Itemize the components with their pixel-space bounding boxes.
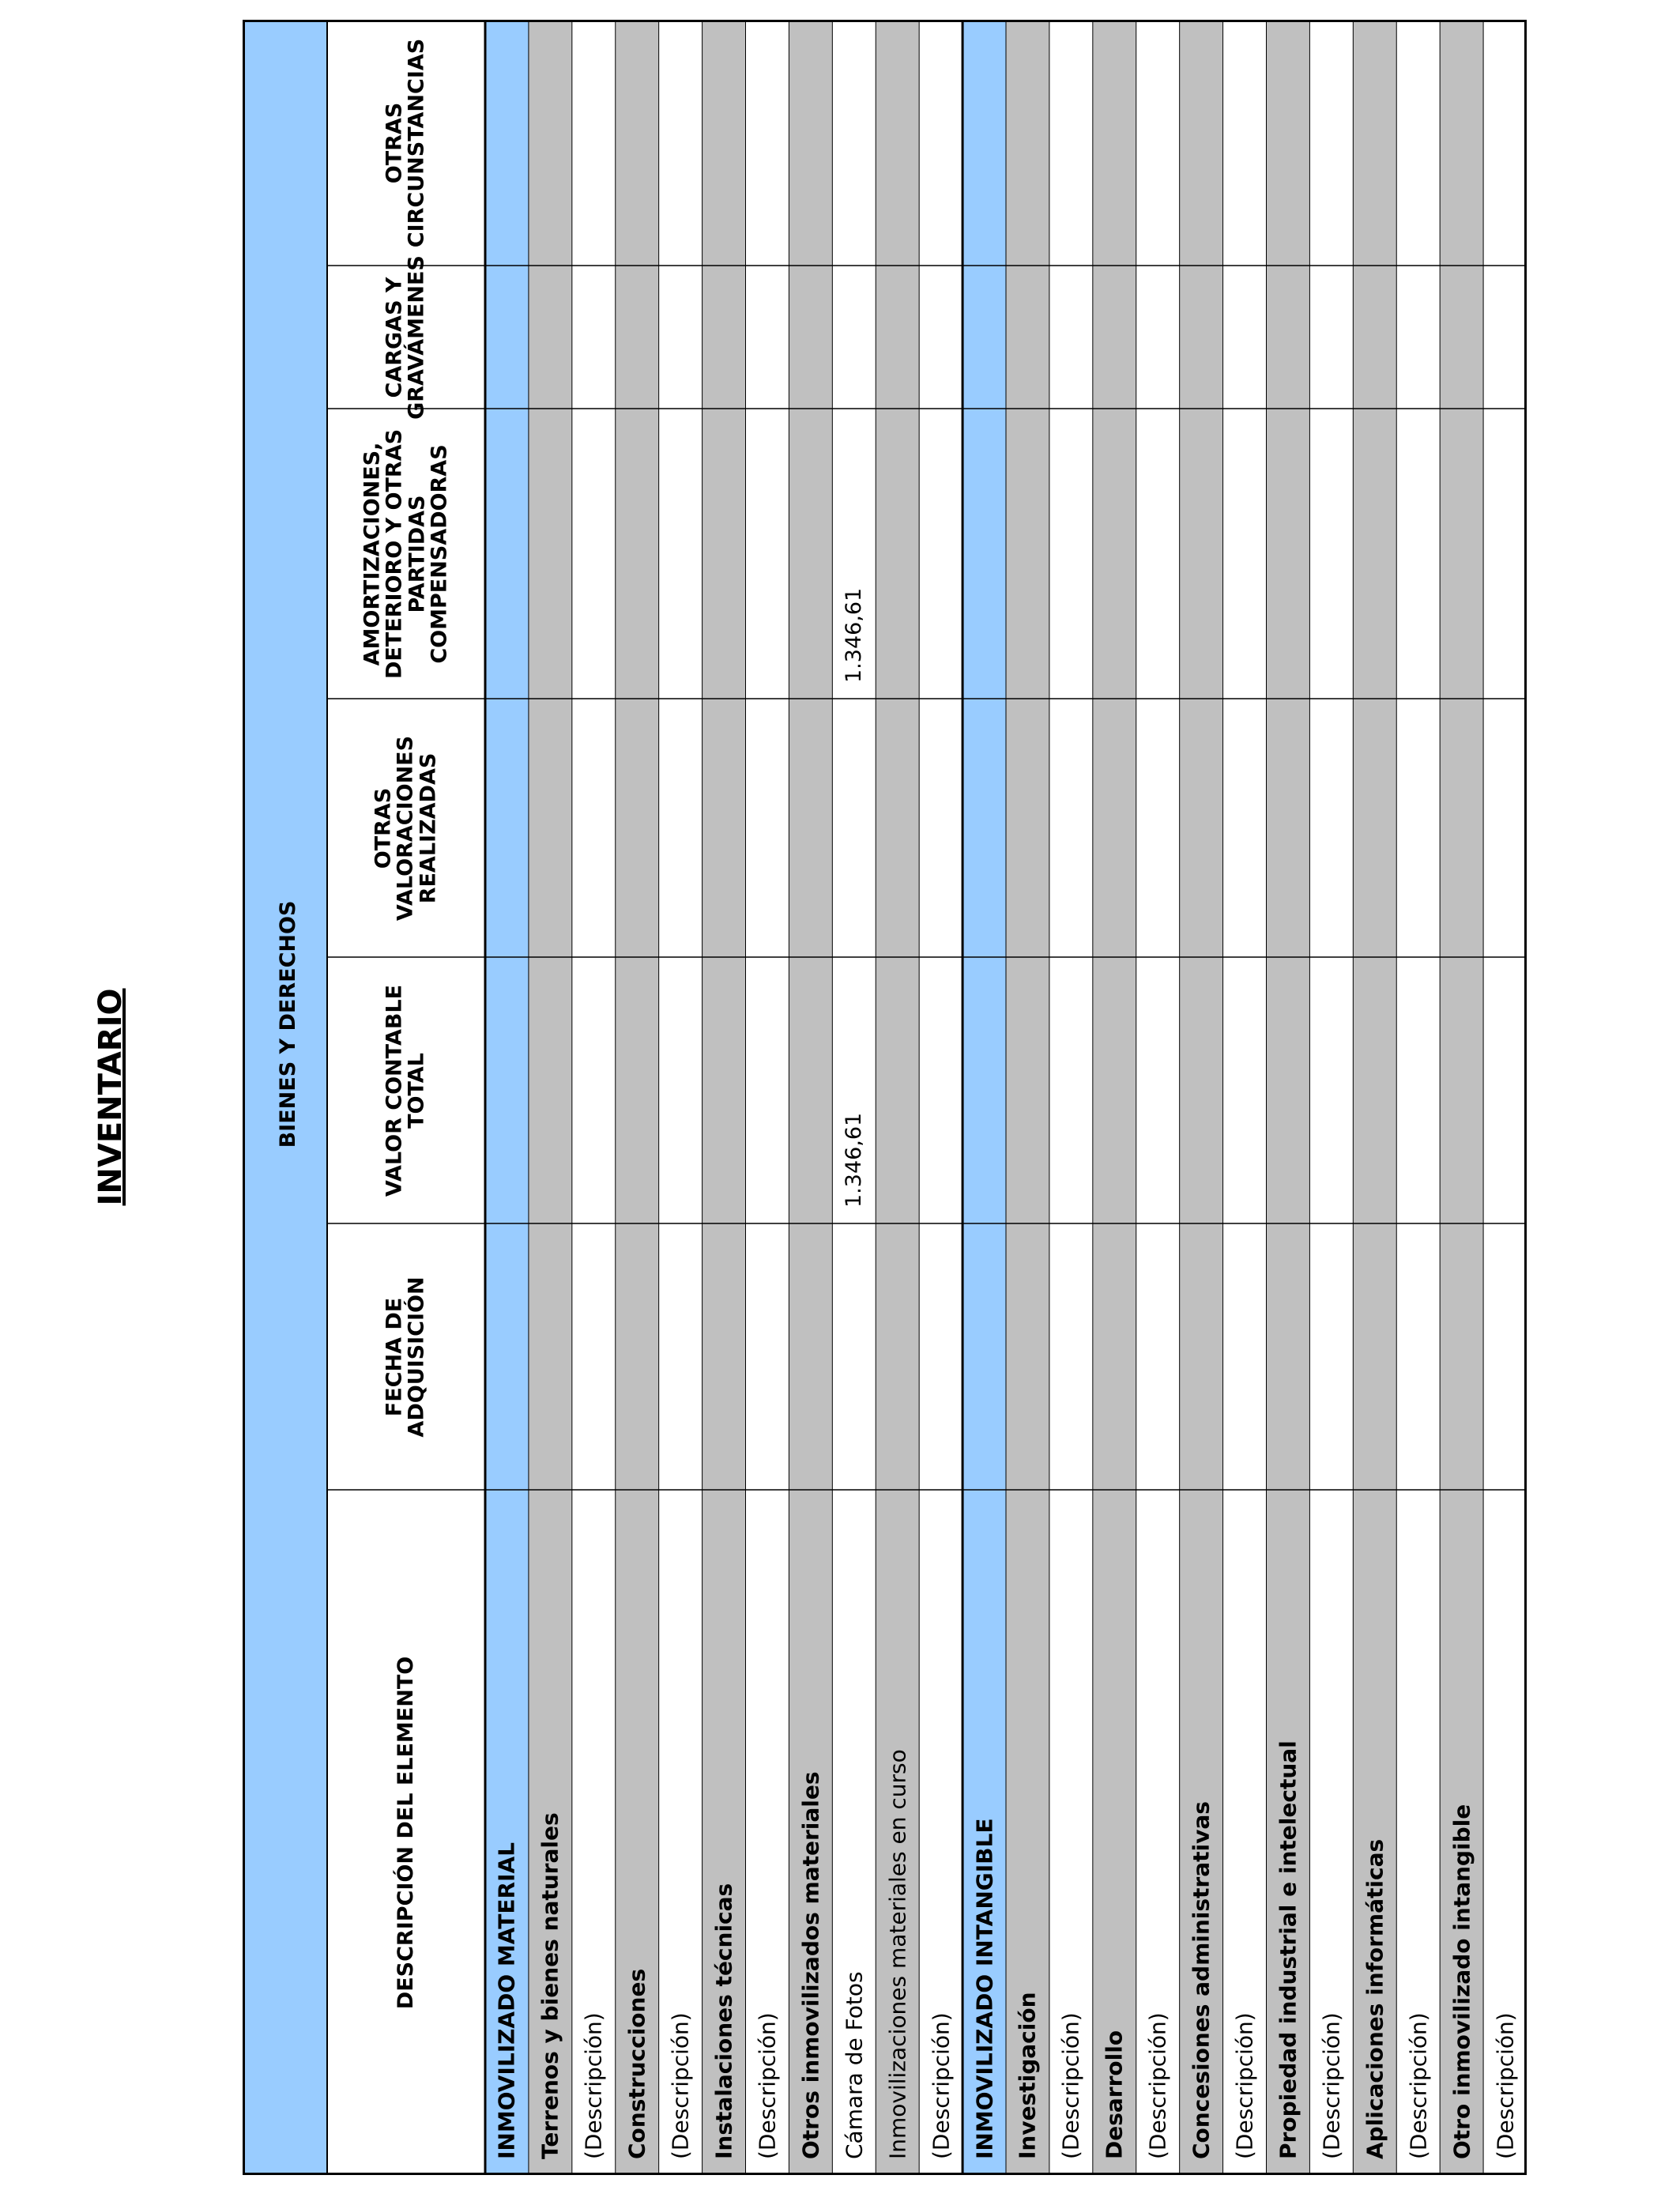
- description-label: (Descripción): [1144, 2012, 1171, 2159]
- column-header-line: DESCRIPCIÓN DEL ELEMENTO: [393, 1656, 418, 2009]
- column-header-4: [361, 428, 450, 678]
- column-header-2: [384, 984, 429, 1196]
- category-row-bg: [1093, 20, 1136, 2175]
- page-title: INVENTARIO: [92, 988, 129, 1206]
- inventory-table: [243, 20, 1527, 2175]
- column-header-line: DETERIORO Y OTRAS: [382, 428, 407, 679]
- column-header-line: VALOR CONTABLE: [382, 984, 407, 1197]
- description-label: Cámara de Fotos: [841, 1971, 868, 2159]
- category-label: Desarrollo: [1101, 2030, 1128, 2159]
- section-label: INMOVILIZADO INTANGIBLE: [970, 1818, 997, 2159]
- description-label: (Descripción): [667, 2012, 694, 2159]
- description-label: (Descripción): [1231, 2012, 1258, 2159]
- category-label: Concesiones administrativas: [1188, 1801, 1215, 2159]
- column-header-0: [395, 1656, 417, 2008]
- column-header-1: [384, 1276, 429, 1437]
- category-label: Propiedad industrial e intelectual: [1275, 1740, 1301, 2159]
- category-row-bg: [616, 20, 659, 2175]
- description-label: (Descripción): [927, 2012, 954, 2159]
- category-row-bg: [1006, 20, 1049, 2175]
- category-label: Construcciones: [623, 1968, 650, 2159]
- description-label: (Descripción): [1491, 2012, 1518, 2159]
- description-label: (Descripción): [580, 2012, 607, 2159]
- column-header-line: TOTAL: [405, 1052, 429, 1129]
- header-group-label: BIENES Y DERECHOS: [275, 900, 300, 1148]
- category-label: Inmovilizaciones materiales en curso: [884, 1749, 911, 2159]
- column-header-line: PARTIDAS: [405, 494, 429, 613]
- category-label: Aplicaciones informáticas: [1362, 1838, 1388, 2159]
- column-header-line: GRAVÁMENES: [405, 254, 429, 420]
- column-header-5: [384, 255, 429, 420]
- category-label: Instalaciones técnicas: [710, 1883, 737, 2159]
- description-label: (Descripción): [1405, 2012, 1432, 2159]
- category-label: Investigación: [1014, 1992, 1041, 2159]
- column-header-line: OTRAS: [371, 787, 396, 869]
- amortizaciones-value: 1.346,61: [841, 587, 866, 683]
- column-header-line: CIRCUNSTANCIAS: [405, 38, 429, 247]
- column-header-line: FECHA DE: [382, 1297, 407, 1416]
- column-header-line: CARGAS Y: [382, 277, 407, 398]
- column-header-6: [384, 38, 429, 247]
- column-header-3: [372, 735, 439, 920]
- description-label: (Descripción): [754, 2012, 781, 2159]
- column-header-line: REALIZADAS: [416, 752, 441, 903]
- description-label: (Descripción): [1318, 2012, 1345, 2159]
- column-header-line: ADQUISICIÓN: [405, 1276, 429, 1438]
- category-label: Otros inmovilizados materiales: [797, 1771, 824, 2159]
- column-header-line: OTRAS: [382, 102, 407, 183]
- category-row-bg: [703, 20, 746, 2175]
- column-header-line: AMORTIZACIONES,: [360, 442, 385, 665]
- valor-contable-value: 1.346,61: [841, 1112, 866, 1208]
- section-label: INMOVILIZADO MATERIAL: [493, 1842, 520, 2159]
- category-label: Otro inmovilizado intangible: [1448, 1804, 1475, 2159]
- category-label: Terrenos y bienes naturales: [537, 1812, 563, 2159]
- column-header-line: VALORACIONES: [393, 735, 418, 921]
- column-header-line: COMPENSADORAS: [427, 443, 452, 664]
- description-label: (Descripción): [1057, 2012, 1084, 2159]
